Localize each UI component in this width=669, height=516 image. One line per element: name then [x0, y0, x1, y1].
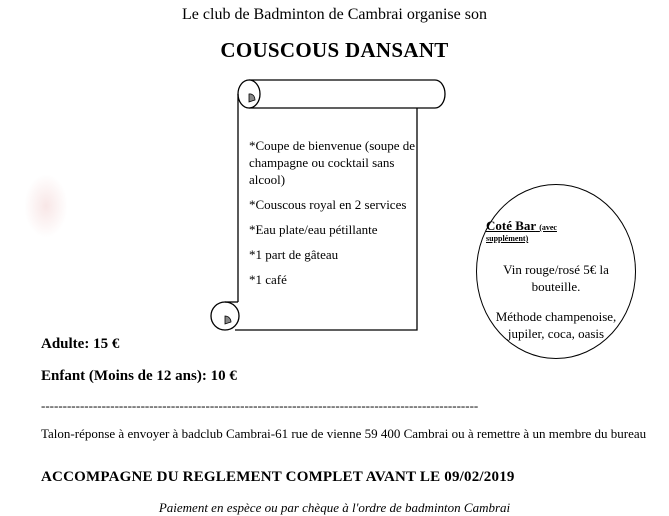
adult-price: Adulte: 15 € — [41, 336, 120, 352]
bar-title-text: Coté Bar — [486, 218, 536, 233]
faded-decoration — [24, 174, 68, 238]
page-title: COUSCOUS DANSANT — [220, 38, 449, 62]
menu-list — [249, 137, 417, 296]
bar-line-2: bouteille. — [531, 279, 581, 294]
cut-line: ----------------------------------------------------------------------------------------------------- — [41, 398, 479, 413]
bar-title — [486, 219, 557, 235]
menu-item: *1 café — [249, 272, 287, 287]
child-price: Enfant (Moins de 12 ans): 10 € — [41, 368, 237, 384]
payment-note: Paiement en espèce ou par chèque à l'ordre de badminton Cambrai — [158, 500, 511, 515]
menu-item: *Coupe de bienvenue (soupe de champagne ou cocktail sans alcool) — [249, 138, 416, 187]
intro-text: Le club de Badminton de Cambrai organise son — [182, 6, 487, 23]
menu-item: *1 part de gâteau — [249, 247, 339, 262]
bar-line-4: jupiler, coca, oasis — [507, 326, 605, 341]
bar-line-1: Vin rouge/rosé 5€ la — [503, 262, 609, 277]
bar-subtitle: supplément) — [486, 234, 529, 243]
bar-line-3: Méthode champenoise, — [495, 309, 617, 324]
talon-text: Talon-réponse à envoyer à badclub Cambrai-61 rue de vienne 59 400 Cambrai ou à remettre à un membre du bureau — [41, 426, 647, 441]
bar-title-note: (avec — [539, 223, 557, 232]
menu-item: *Couscous royal en 2 services — [249, 197, 407, 212]
reglement-notice: ACCOMPAGNE DU REGLEMENT COMPLET AVANT LE 09/02/2019 — [41, 469, 515, 485]
menu-item: *Eau plate/eau pétillante — [249, 222, 378, 237]
